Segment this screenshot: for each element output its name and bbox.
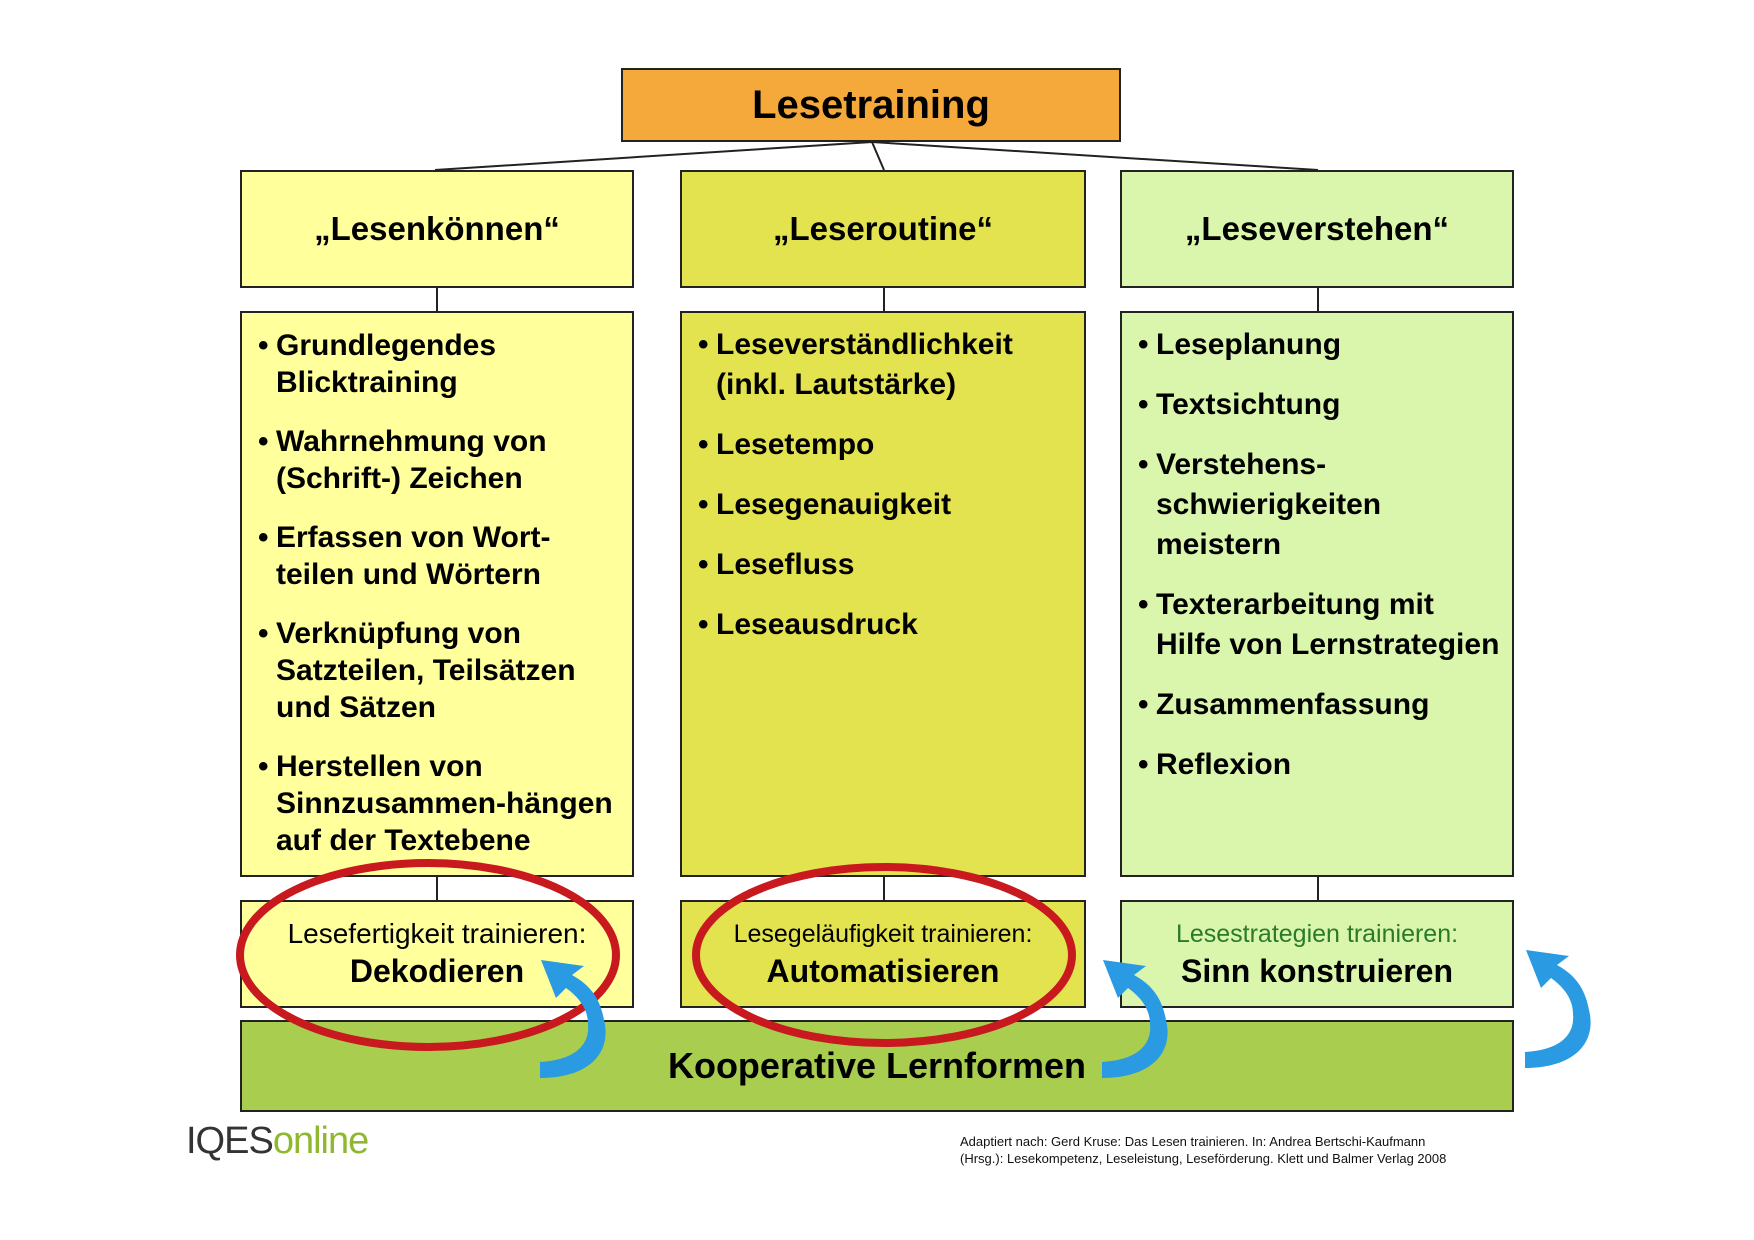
list-item: • Textsichtung — [1126, 385, 1502, 425]
list-item: • Grundlegendes Blicktraining — [246, 327, 622, 401]
circular-arrow-icon — [1102, 960, 1168, 1078]
column-heading-leseroutine: „Leseroutine“ — [680, 170, 1086, 288]
list-item: • Erfassen von Wort-teilen und Wörtern — [246, 519, 622, 593]
list-item: • Reflexion — [1126, 745, 1502, 785]
column-heading-lesenkoennen: „Lesenkönnen“ — [240, 170, 634, 288]
source-line: (Hrsg.): Lesekompetenz, Leseleistung, Leseförderung. Klett und Balmer Verlag 2008 — [960, 1151, 1447, 1166]
list-item: • Leseausdruck — [686, 605, 1074, 645]
list-item: • Lesegenauigkeit — [686, 485, 1074, 525]
diagram-title: Lesetraining — [621, 68, 1121, 142]
base-bar-kooperative-lernformen: Kooperative Lernformen — [240, 1020, 1514, 1112]
logo-part-online: online — [272, 1120, 369, 1162]
circular-arrow-icon — [540, 960, 606, 1078]
source-line: Adaptiert nach: Gerd Kruse: Das Lesen trainieren. In: Andrea Bertschi-Kaufmann — [960, 1134, 1426, 1149]
list-item: • Zusammenfassung — [1126, 685, 1502, 725]
goal-value: Sinn konstruieren — [1180, 953, 1454, 989]
highlight-ellipse — [240, 863, 616, 1047]
goal-label: Lesefertigkeit trainieren: — [287, 918, 587, 949]
column-heading-leseverstehen: „Leseverstehen“ — [1120, 170, 1514, 288]
source-citation — [960, 1133, 1446, 1167]
list-item: • Lesetempo — [686, 425, 1074, 465]
list-item: • Leseplanung — [1126, 325, 1502, 365]
list-item: • Verknüpfung von Satzteilen, Teilsätzen und Sätzen — [246, 615, 622, 726]
goal-label: Lesegeläufigkeit trainieren: — [733, 920, 1033, 948]
highlight-ellipse — [696, 867, 1072, 1043]
list-item: • Verstehens-schwierigkeiten meistern — [1126, 445, 1502, 565]
goal-label: Lesestrategien trainieren: — [1175, 920, 1459, 948]
goal-value: Dekodieren — [349, 953, 525, 989]
list-item: • Lesefluss — [686, 545, 1074, 585]
circular-arrow-icon — [1525, 950, 1591, 1068]
list-item: • Texterarbeitung mit Hilfe von Lernstrategien — [1126, 585, 1502, 665]
list-item: • Wahrnehmung von (Schrift-) Zeichen — [246, 423, 622, 497]
iqes-online-logo — [186, 1120, 368, 1163]
logo-part-iqes: IQES — [186, 1120, 273, 1162]
list-item: • Leseverständlichkeit (inkl. Lautstärke) — [686, 325, 1074, 405]
goal-value: Automatisieren — [766, 953, 1000, 989]
list-item: • Herstellen von Sinnzusammen-hängen auf der Textebene — [246, 748, 622, 859]
